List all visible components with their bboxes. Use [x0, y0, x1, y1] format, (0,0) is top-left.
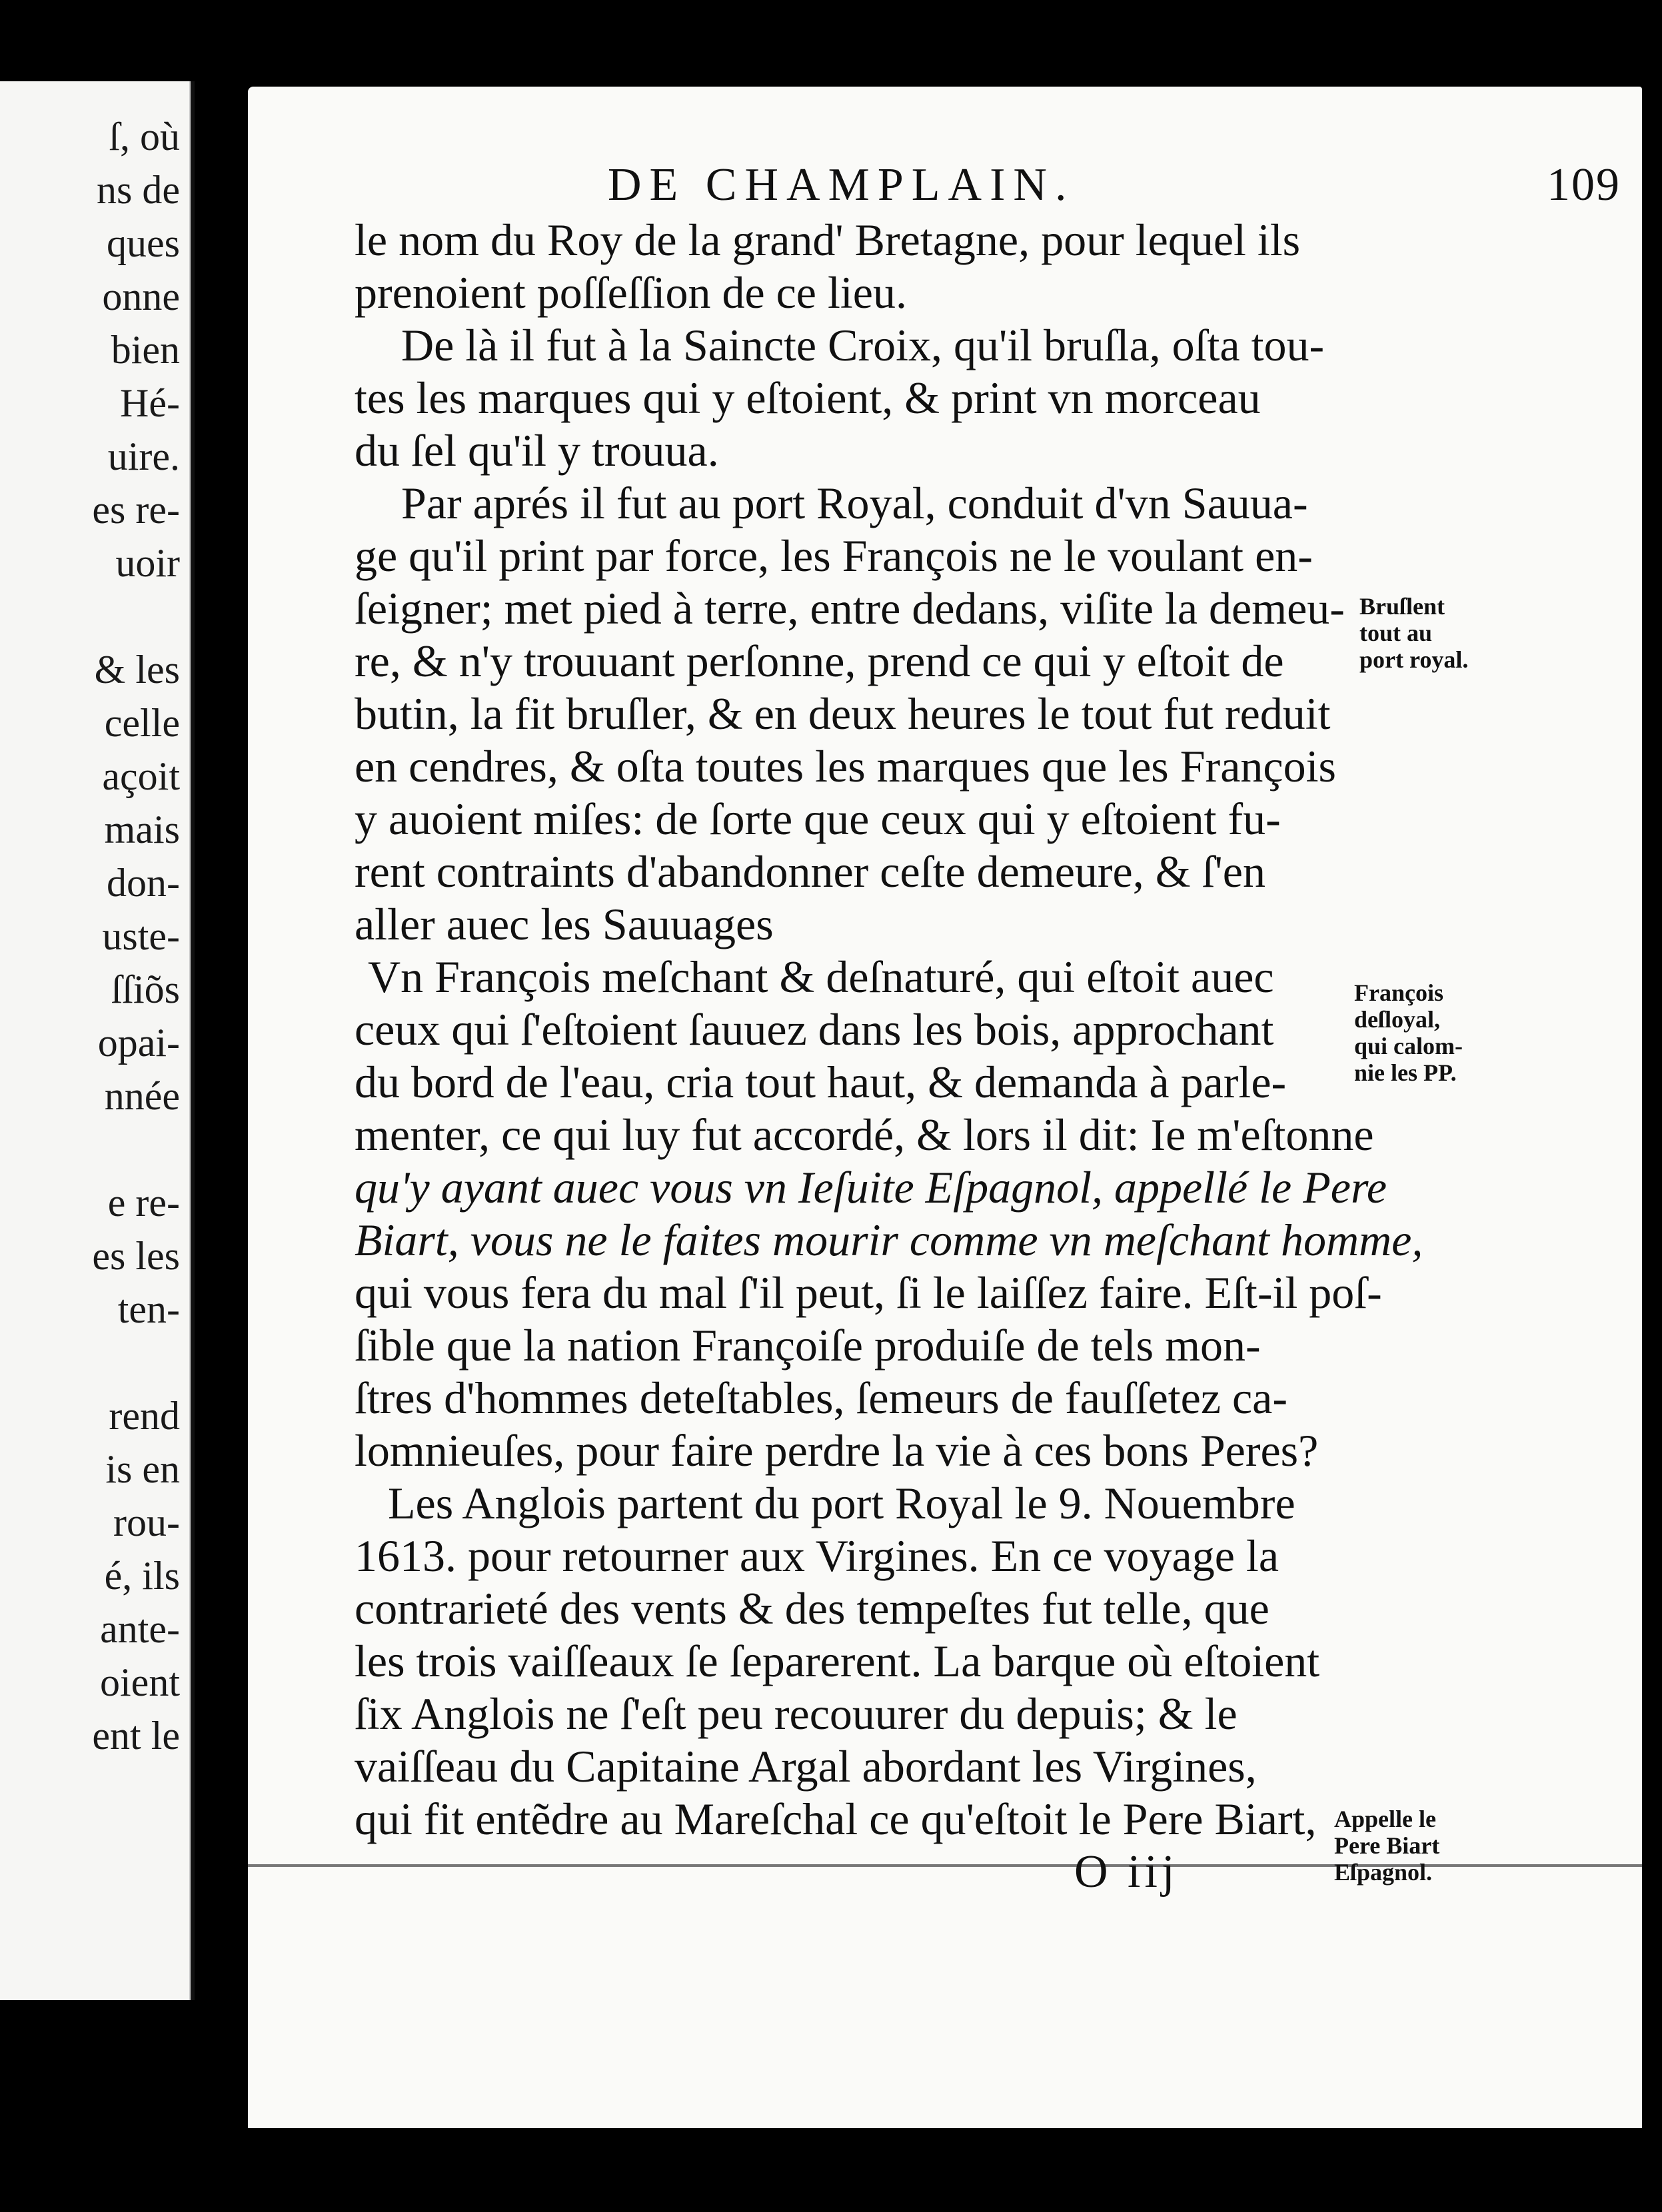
- text-line: Par aprés il fut au port Royal, conduit d'vn Sauua-: [401, 478, 1308, 528]
- left-page-text-fragment: oient: [100, 1660, 180, 1704]
- text-line: les trois vaiſſeaux ſe ſeparerent. La barque où eſtoient: [355, 1636, 1320, 1686]
- left-page-text-fragment: celle: [104, 701, 180, 745]
- marginal-note-line: qui calom-: [1354, 1033, 1463, 1059]
- left-page-text-fragment: mais: [104, 808, 180, 851]
- marginal-note: [1334, 1806, 1439, 1886]
- text-line: qui fit entẽdre au Mareſchal ce qu'eſtoit le Pere Biart,: [355, 1794, 1317, 1844]
- text-line: en cendres, & oſta toutes les marques que les François: [355, 741, 1336, 792]
- text-line: du bord de l'eau, cria tout haut, & demanda à parle-: [355, 1057, 1287, 1107]
- book-page: [248, 87, 1642, 2128]
- text-line: Les Anglois partent du port Royal le 9. Nouembre: [388, 1478, 1295, 1528]
- left-page-text-fragment: ent le: [92, 1714, 180, 1758]
- text-line: ceux qui ſ'eſtoient ſauuez dans les bois, approchant: [355, 1004, 1274, 1055]
- running-header: [608, 159, 1621, 212]
- text-line: ſible que la nation Françoiſe produiſe de tels mon-: [355, 1320, 1261, 1371]
- text-line: Vn François meſchant & deſnaturé, qui eſtoit auec: [368, 951, 1274, 1002]
- signature-mark: O iij: [1074, 1846, 1179, 1898]
- text-line: vaiſſeau du Capitaine Argal abordant les Virgines,: [355, 1741, 1257, 1792]
- text-line: rent contraints d'abandonner ceſte demeure, & ſ'en: [355, 846, 1265, 897]
- text-line: aller auec les Sauuages: [355, 899, 774, 949]
- text-line: le nom du Roy de la grand' Bretagne, pour lequel ils: [355, 215, 1301, 265]
- left-page-text-fragment: nnée: [104, 1074, 180, 1118]
- marginal-note-line: Pere Biart: [1334, 1832, 1440, 1859]
- left-page-text-fragment: Hé-: [120, 381, 180, 425]
- text-line: qui vous fera du mal ſ'il peut, ſi le laiſſez faire. Eſt-il poſ-: [355, 1267, 1382, 1318]
- text-line: De là il fut à la Saincte Croix, qu'il bruſla, oſta tou-: [401, 320, 1325, 370]
- text-line: ſix Anglois ne ſ'eſt peu recouurer du depuis; & le: [355, 1688, 1238, 1739]
- left-page-text-fragment: é, ils: [104, 1554, 180, 1598]
- page-number: 109: [1547, 159, 1621, 211]
- left-page-text-fragment: ten-: [117, 1287, 180, 1331]
- left-page-text-fragment: açoit: [102, 754, 180, 798]
- left-page-text-fragment: opai-: [97, 1021, 180, 1065]
- marginal-note: [1354, 979, 1463, 1086]
- left-page-text-fragment: uoir: [115, 541, 180, 585]
- marginal-note-line: Bruſlent: [1359, 593, 1445, 620]
- left-page-text-fragment: onne: [102, 275, 180, 318]
- left-page-text-fragment: uire.: [107, 434, 180, 478]
- left-page-text-fragment: is en: [105, 1447, 180, 1491]
- text-line: butin, la fit bruſler, & en deux heures le tout fut reduit: [355, 688, 1331, 739]
- marginal-note-line: François: [1354, 979, 1443, 1006]
- marginal-note-line: Appelle le: [1334, 1806, 1436, 1832]
- left-page-text-fragment: rend: [109, 1394, 180, 1438]
- left-page-text-fragment: rou-: [113, 1500, 180, 1544]
- left-page-text-fragment: ns de: [97, 168, 180, 212]
- left-page-text-fragment: es les: [92, 1234, 180, 1278]
- marginal-note-line: port royal.: [1359, 646, 1469, 673]
- left-page-text-fragment: bien: [111, 328, 180, 372]
- left-page-text-fragment: don-: [107, 861, 180, 905]
- marginal-note-line: deſloyal,: [1354, 1006, 1441, 1033]
- left-page-fragment: [0, 81, 191, 2000]
- marginal-note: [1359, 593, 1468, 673]
- text-line: tes les marques qui y eſtoient, & print vn morceau: [355, 372, 1261, 423]
- text-line: Biart, vous ne le faites mourir comme vn meſchant homme,: [355, 1215, 1423, 1265]
- marginal-note-line: Eſpagnol.: [1334, 1859, 1433, 1886]
- text-line: ſeigner; met pied à terre, entre dedans, viſite la demeu-: [355, 583, 1345, 634]
- text-line: ge qu'il print par force, les François ne le voulant en-: [355, 530, 1313, 581]
- left-page-text-fragment: e re-: [107, 1181, 180, 1225]
- left-page-text-fragment: es re-: [92, 488, 180, 532]
- text-line: y auoient miſes: de ſorte que ceux qui y eſtoient fu-: [355, 794, 1281, 844]
- left-page-text-fragment: ſſiõs: [111, 967, 180, 1011]
- text-line: ſtres d'hommes deteſtables, ſemeurs de fauſſetez ca-: [355, 1373, 1288, 1423]
- left-page-text-fragment: ante-: [100, 1607, 180, 1651]
- running-title: DE CHAMPLAIN.: [608, 159, 1075, 211]
- text-line: re, & n'y trouuant perſonne, prend ce qui y eſtoit de: [355, 636, 1284, 686]
- text-line: menter, ce qui luy fut accordé, & lors il dit: Ie m'eſtonne: [355, 1109, 1374, 1160]
- left-page-text-fragment: & les: [94, 648, 180, 692]
- marginal-note-line: tout au: [1359, 620, 1433, 646]
- text-line: lomnieuſes, pour faire perdre la vie à ces bons Peres?: [355, 1425, 1319, 1476]
- left-page-text-fragment: ſ, où: [109, 115, 180, 159]
- text-line: 1613. pour retourner aux Virgines. En ce voyage la: [355, 1530, 1279, 1581]
- text-line: qu'y ayant auec vous vn Ieſuite Eſpagnol, appellé le Pere: [355, 1162, 1387, 1213]
- left-page-text-fragment: ques: [107, 221, 180, 265]
- text-line: prenoient poſſeſſion de ce lieu.: [355, 267, 907, 318]
- text-line: du ſel qu'il y trouua.: [355, 425, 719, 476]
- marginal-note-line: nie les PP.: [1354, 1059, 1457, 1086]
- text-line: contrarieté des vents & des tempeſtes fut telle, que: [355, 1583, 1269, 1634]
- left-page-text-fragment: uste-: [102, 914, 180, 958]
